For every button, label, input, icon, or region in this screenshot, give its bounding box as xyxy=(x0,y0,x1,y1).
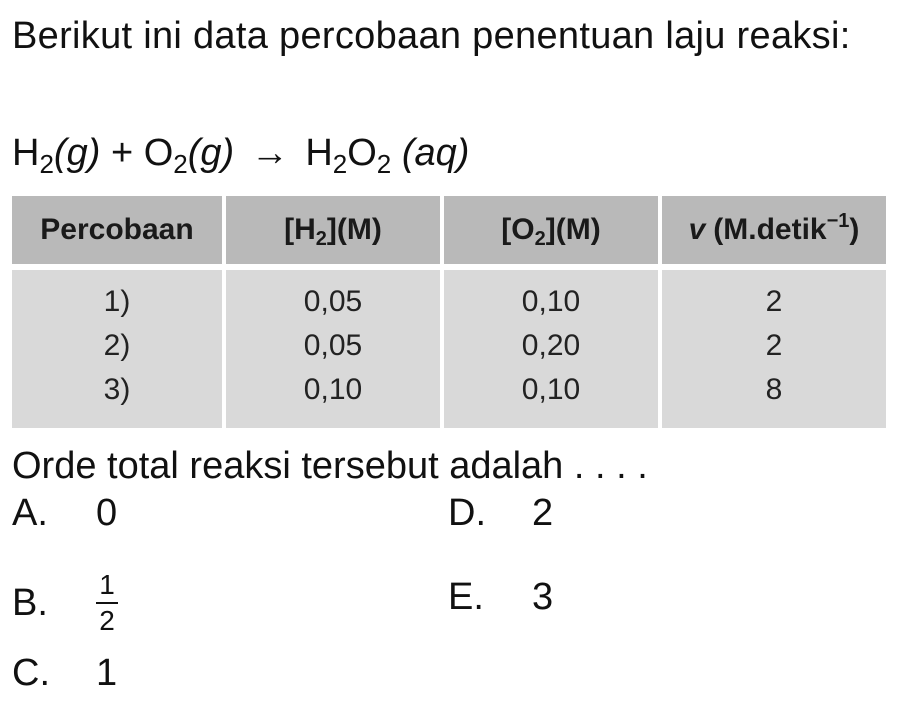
table-row xyxy=(12,324,886,368)
product-h2o2: $H_2O_2$ xyxy=(305,132,392,179)
option-d-value: 2 xyxy=(532,492,554,534)
reaction-equation xyxy=(12,125,469,181)
option-c-label: C. xyxy=(12,652,50,694)
reactant-h2: $H_2$ xyxy=(12,132,54,179)
header-o2-concentration: $[O_2](M)$ xyxy=(442,196,660,267)
plus-sign: + xyxy=(110,132,134,174)
state-gas-1: (g) xyxy=(53,132,101,174)
fraction-numerator: 1 xyxy=(99,569,115,600)
option-a-value: 0 xyxy=(96,492,118,534)
cell-percobaan: 1) xyxy=(12,267,224,324)
option-d[interactable] xyxy=(448,488,553,538)
option-e[interactable] xyxy=(448,572,553,622)
table-row xyxy=(12,267,886,324)
option-d-label: D. xyxy=(448,492,486,534)
reaction-arrow-icon: → xyxy=(250,132,289,174)
cell-percobaan: 2) xyxy=(12,324,224,368)
option-b[interactable] xyxy=(12,570,118,636)
cell-o2: 0,10 xyxy=(442,368,660,428)
option-a[interactable] xyxy=(12,488,117,538)
table-row xyxy=(12,368,886,428)
state-aqueous: (aq) xyxy=(401,132,470,174)
question-prompt: Orde total reaksi tersebut adalah . . . . xyxy=(12,445,648,487)
cell-o2: 0,10 xyxy=(442,267,660,324)
cell-rate: 2 xyxy=(660,324,886,368)
table-header-row xyxy=(12,196,886,267)
question-intro: Berikut ini data percobaan penentuan laju reaksi: xyxy=(12,15,851,57)
fraction-bar xyxy=(96,602,118,604)
reactant-o2: $O_2$ xyxy=(143,132,188,179)
cell-o2: 0,20 xyxy=(442,324,660,368)
cell-rate: 2 xyxy=(660,267,886,324)
option-a-label: A. xyxy=(12,492,48,534)
option-e-value: 3 xyxy=(532,576,554,618)
option-c[interactable] xyxy=(12,648,117,698)
header-percobaan: Percobaan xyxy=(12,196,224,267)
header-rate: v (M.detik$^{-1}$) xyxy=(660,196,886,267)
option-e-label: E. xyxy=(448,576,484,618)
cell-h2: 0,10 xyxy=(224,368,442,428)
cell-h2: 0,05 xyxy=(224,324,442,368)
option-c-value: 1 xyxy=(96,652,118,694)
state-gas-2: (g) xyxy=(187,132,235,174)
fraction-denominator: 2 xyxy=(99,605,115,636)
cell-percobaan: 3) xyxy=(12,368,224,428)
option-b-fraction xyxy=(96,570,118,636)
option-b-label: B. xyxy=(12,582,48,624)
cell-h2: 0,05 xyxy=(224,267,442,324)
experiment-table xyxy=(12,196,886,428)
header-h2-concentration: $[H_2](M)$ xyxy=(224,196,442,267)
cell-rate: 8 xyxy=(660,368,886,428)
